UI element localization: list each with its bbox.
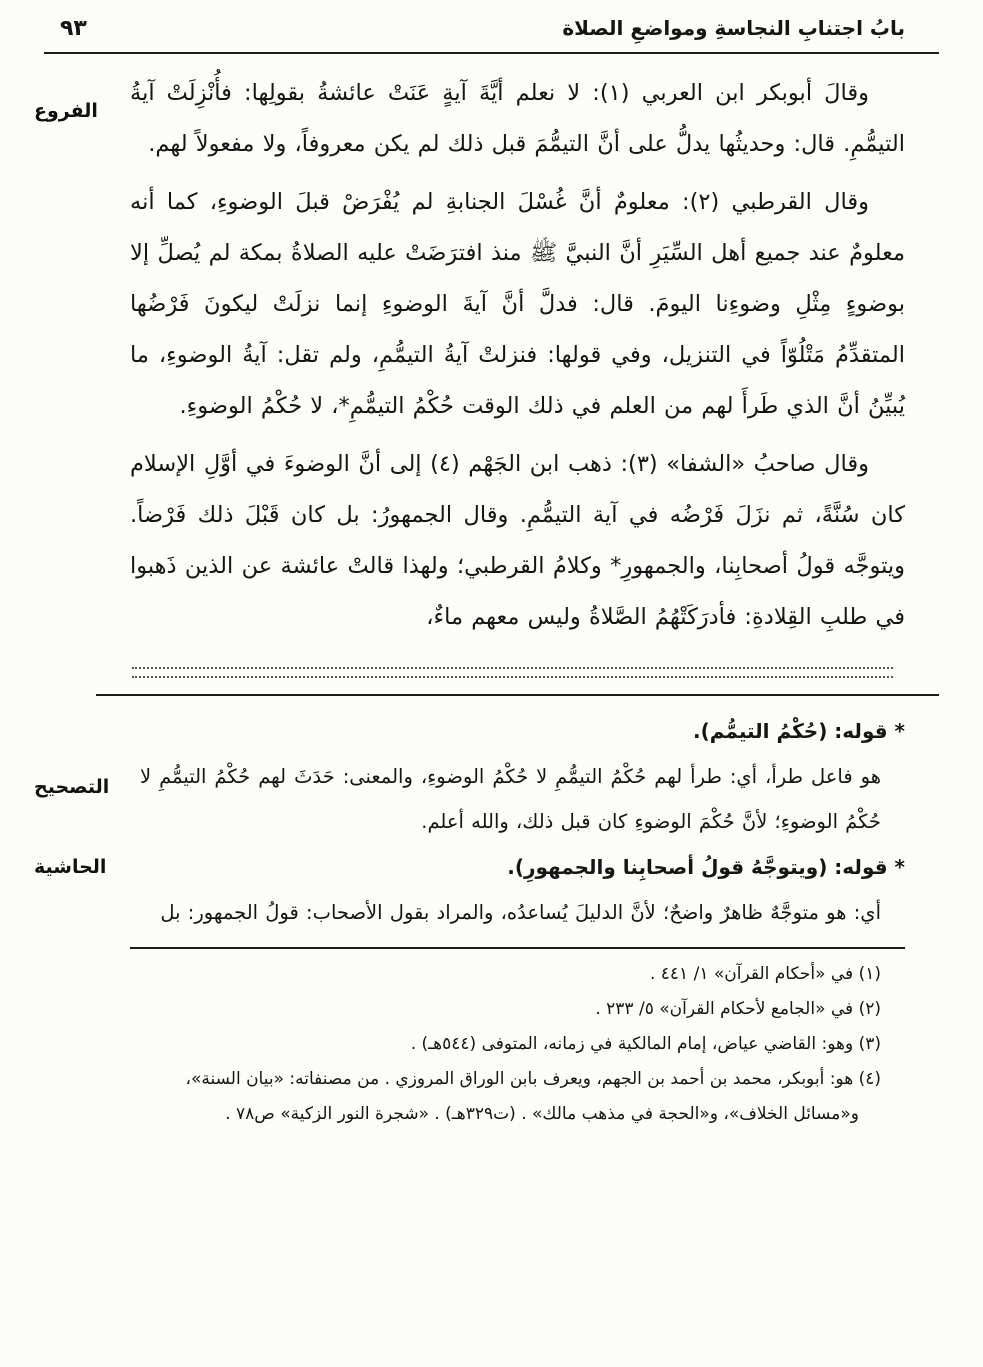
note-body: أي: هو متوجَّهٌ ظاهرٌ واضحٌ؛ لأنَّ الدليلَ يُساعدُه، والمراد بقول الأصحاب: قولُ الجمهور: بل <box>160 901 881 924</box>
body-paragraph: وقالَ أبوبكر ابن العربي (١): لا نعلم أيَّةَ آيةٍ عَنَتْ عائشةُ بقولِها: فأُنْزِلَتْ آيةُ التيمُّمِ. قال: وحديثُها يدلُّ على أنَّ التيمُّمَ قبل ذلك لم يكن معروفاً، ولا مفعولاً لهم. <box>130 80 905 157</box>
footnote-item: (٤) هو: أبوبكر، محمد بن أحمد بن الجهم، ويعرف بابن الوراق المروزي . من مصنفاته: «بيان السنة»، و«مسائل الخلاف»، و«الحجة في مذهب مالك» . (ت٣٢٩هـ) . «شجرة النور الزكية» ص٧٨ . <box>185 1069 881 1124</box>
footnote-item: (٢) في «الجامع لأحكام القرآن» ٥/ ٢٣٣ . <box>595 999 881 1019</box>
margin-label-tashih: التصحيح <box>34 776 110 798</box>
body-paragraph: وقال القرطبي (٢): معلومٌ أنَّ غُسْلَ الجنابةِ لم يُفْرَضْ قبلَ الوضوءِ، كما أنه معلومٌ عند جميع أهل السِّيَرِ أنَّ النبيَّ ﷺ منذ افترَضَتْ عليه الصلاةُ بمكة لم يُصلِّ إلا بوضوءٍ مِثْلِ وضوءِنا اليومَ. قال: فدلَّ أنَّ آيةَ الوضوءِ إنما نزلَتْ ليكونَ فَرْضُها المتقدِّمُ مَتْلُوّاً في التنزيل، وفي قولها: فنزلتْ آيةُ التيمُّمِ، ولم تقل: آيةُ الوضوءِ، ما يُبيِّنُ أنَّ الذي طَرأَ لهم من العلم في ذلك الوقت حُكْمُ التيمُّمِ*، لا حُكْمُ الوضوءِ. <box>130 189 905 419</box>
note-heading: * قوله: (حُكْمُ التيمُّم). <box>692 719 905 743</box>
body-text <box>130 68 905 643</box>
footnotes-section <box>130 957 905 1132</box>
dotted-rule <box>132 667 893 669</box>
margin-label-furu: الفروع <box>34 100 98 122</box>
note-body: هو فاعل طرأ، أي: طرأ لهم حُكْمُ التيمُّمِ لا حُكْمُ الوضوءِ، والمعنى: حَدَثَ لهم حُكْمُ التيمُّمِ لا حُكْمُ الوضوءِ؛ لأنَّ حُكْمَ الوضوءِ كان قبل ذلك، والله أعلم. <box>140 765 881 833</box>
main-column <box>130 68 905 1132</box>
footnote-item: (٣) وهو: القاضي عياض، إمام المالكية في زمانه، المتوفى (٥٤٤هـ) . <box>410 1034 881 1054</box>
footnote-item: (١) في «أحكام القرآن» ١/ ٤٤١ . <box>649 964 881 984</box>
footnote-rule <box>130 947 905 949</box>
section-rule <box>96 694 939 696</box>
body-paragraph: وقال صاحبُ «الشفا» (٣): ذهب ابن الجَهْم (٤) إلى أنَّ الوضوءَ في أوَّلِ الإسلام كان سُنَّةً، ثم نزَلَ فَرْضُه في آية التيمُّمِ. وقال الجمهورُ: بل كان قَبْلَ ذلك فَرْضاً. ويتوجَّه قولُ أصحابِنا، والجمهورِ* وكلامُ القرطبي؛ ولهذا قالتْ عائشة عن الذين ذَهبوا في طلبِ القِلادةِ: فأدرَكَتْهُمُ الصَّلاةُ وليس معهم ماءٌ، <box>130 451 905 630</box>
margin-label-hashiya: الحاشية <box>34 856 107 878</box>
hashiya-section <box>130 708 905 935</box>
note-heading: * قوله: (ويتوجَّهُ قولُ أصحابِنا والجمهورِ). <box>507 855 905 879</box>
tashih-dotted-line <box>132 667 893 678</box>
page-number: ٩٣ <box>60 16 87 41</box>
dotted-rule <box>132 676 893 678</box>
header-rule <box>44 52 939 54</box>
chapter-title: بابُ اجتنابِ النجاسةِ ومواضعِ الصلاة <box>562 16 905 40</box>
page-header <box>60 16 905 41</box>
